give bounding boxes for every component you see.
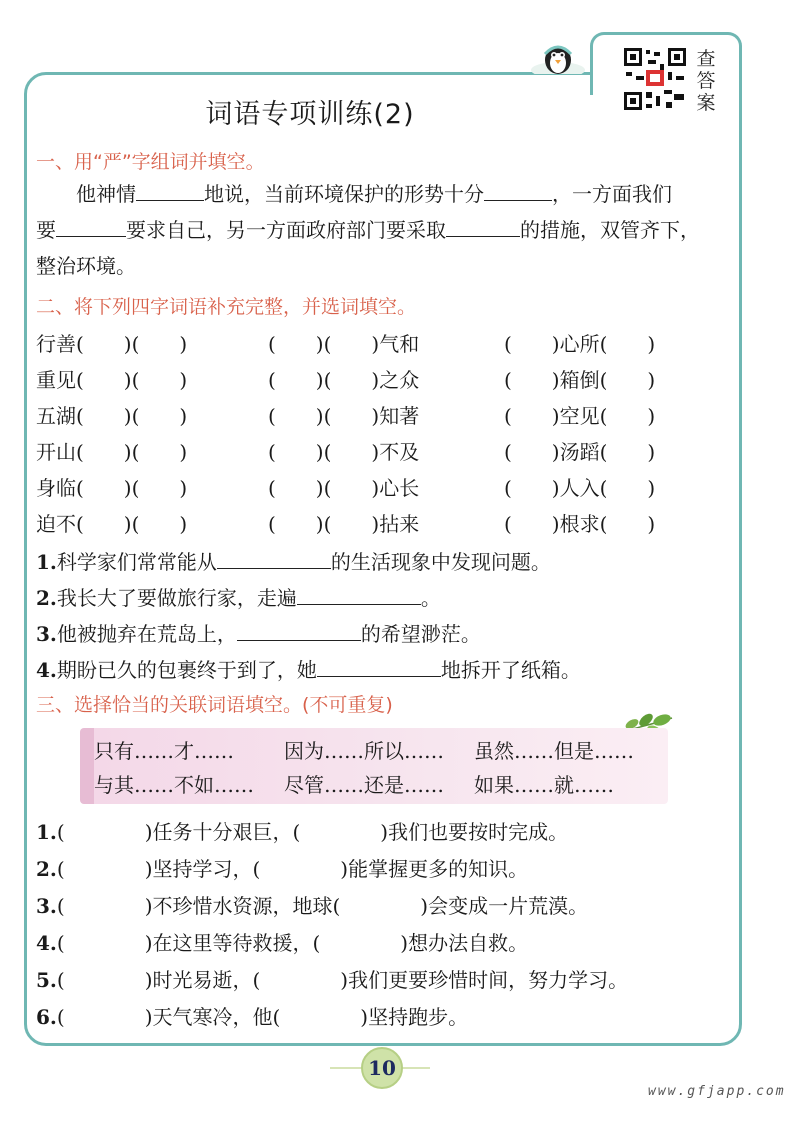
word-bank-item: 尽管……还是……	[284, 773, 444, 797]
connective-sentence[interactable]: 4.( )在这里等待救援，( )想办法自救。	[36, 931, 529, 955]
idiom-row	[36, 436, 726, 466]
idiom-item[interactable]: ( )( )拈来	[268, 512, 420, 536]
idiom-item[interactable]: ( )( )心长	[268, 476, 420, 500]
idiom-row	[36, 328, 726, 358]
idiom-item[interactable]: 身临( )( )	[36, 476, 188, 500]
section1-heading: 一、用“严”字组词并填空。	[36, 151, 265, 173]
idiom-item[interactable]: ( )( )知著	[268, 404, 420, 428]
word-bank	[80, 728, 668, 804]
idiom-row	[36, 472, 726, 502]
fill-sentence: 4.期盼已久的包裹终于到了，她 地拆开了纸箱。	[36, 658, 581, 682]
answer-blank[interactable]	[136, 180, 204, 201]
connective-sentence[interactable]: 1.( )任务十分艰巨，( )我们也要按时完成。	[36, 820, 569, 844]
fill-sentence: 1.科学家们常常能从 的生活现象中发现问题。	[36, 550, 551, 574]
idiom-item[interactable]: 五湖( )( )	[36, 404, 188, 428]
idiom-row	[36, 364, 726, 394]
answer-blank[interactable]	[484, 180, 552, 201]
idiom-item[interactable]: ( )箱倒( )	[504, 368, 656, 392]
section2-heading: 二、将下列四字词语补充完整，并选词填空。	[36, 296, 417, 318]
answer-blank[interactable]	[217, 548, 331, 569]
section1-paragraph: 他神情 地说，当前环境保护的形势十分 ，一方面我们 要 要求自己，另一方面政府部门要采取 的措施，双管齐下， 整治环境。	[36, 182, 700, 278]
connective-sentence[interactable]: 6.( )天气寒冷，他( )坚持跑步。	[36, 1005, 469, 1029]
connective-sentence[interactable]: 5.( )时光易逝，( )我们更要珍惜时间，努力学习。	[36, 968, 629, 992]
answer-blank[interactable]	[56, 216, 126, 237]
answer-blank[interactable]	[237, 620, 361, 641]
word-bank-item: 与其……不如……	[94, 773, 254, 797]
penguin-mascot-icon	[530, 40, 586, 74]
idiom-item[interactable]: 行善( )( )	[36, 332, 188, 356]
fill-sentence: 2.我长大了要做旅行家，走遍 。	[36, 586, 441, 610]
answer-blank[interactable]	[317, 656, 441, 677]
connective-sentence[interactable]: 2.( )坚持学习，( )能掌握更多的知识。	[36, 857, 529, 881]
idiom-item[interactable]: ( )空见( )	[504, 404, 656, 428]
idiom-item[interactable]: 迫不( )( )	[36, 512, 188, 536]
answer-blank[interactable]	[297, 584, 421, 605]
fill-sentence: 3.他被抛弃在荒岛上， 的希望渺茫。	[36, 622, 481, 646]
word-bank-item: 只有……才……	[94, 739, 234, 763]
page-number: 10	[361, 1047, 403, 1089]
page-title: 词语专项训练(2)	[205, 99, 415, 130]
answer-blank[interactable]	[446, 216, 520, 237]
qr-label: 查 答 案	[696, 48, 716, 114]
idiom-item[interactable]: ( )( )不及	[268, 440, 420, 464]
watermark: www.gfjapp.com	[648, 1084, 786, 1099]
word-bank-item: 因为……所以……	[284, 739, 444, 763]
word-bank-item: 如果……就……	[474, 773, 614, 797]
word-bank-item: 虽然……但是……	[474, 739, 634, 763]
idiom-item[interactable]: ( )( )气和	[268, 332, 420, 356]
connective-sentence[interactable]: 3.( )不珍惜水资源，地球( )会变成一片荒漠。	[36, 894, 589, 918]
idiom-item[interactable]: 开山( )( )	[36, 440, 188, 464]
idiom-item[interactable]: 重见( )( )	[36, 368, 188, 392]
section3-heading: 三、选择恰当的关联词语填空。(不可重复)	[36, 694, 393, 716]
idiom-row	[36, 508, 726, 538]
idiom-item[interactable]: ( )心所( )	[504, 332, 656, 356]
qr-code-icon[interactable]	[622, 46, 688, 112]
idiom-item[interactable]: ( )汤蹈( )	[504, 440, 656, 464]
idiom-item[interactable]: ( )人入( )	[504, 476, 656, 500]
idiom-item[interactable]: ( )( )之众	[268, 368, 420, 392]
idiom-row	[36, 400, 726, 430]
idiom-item[interactable]: ( )根求( )	[504, 512, 656, 536]
